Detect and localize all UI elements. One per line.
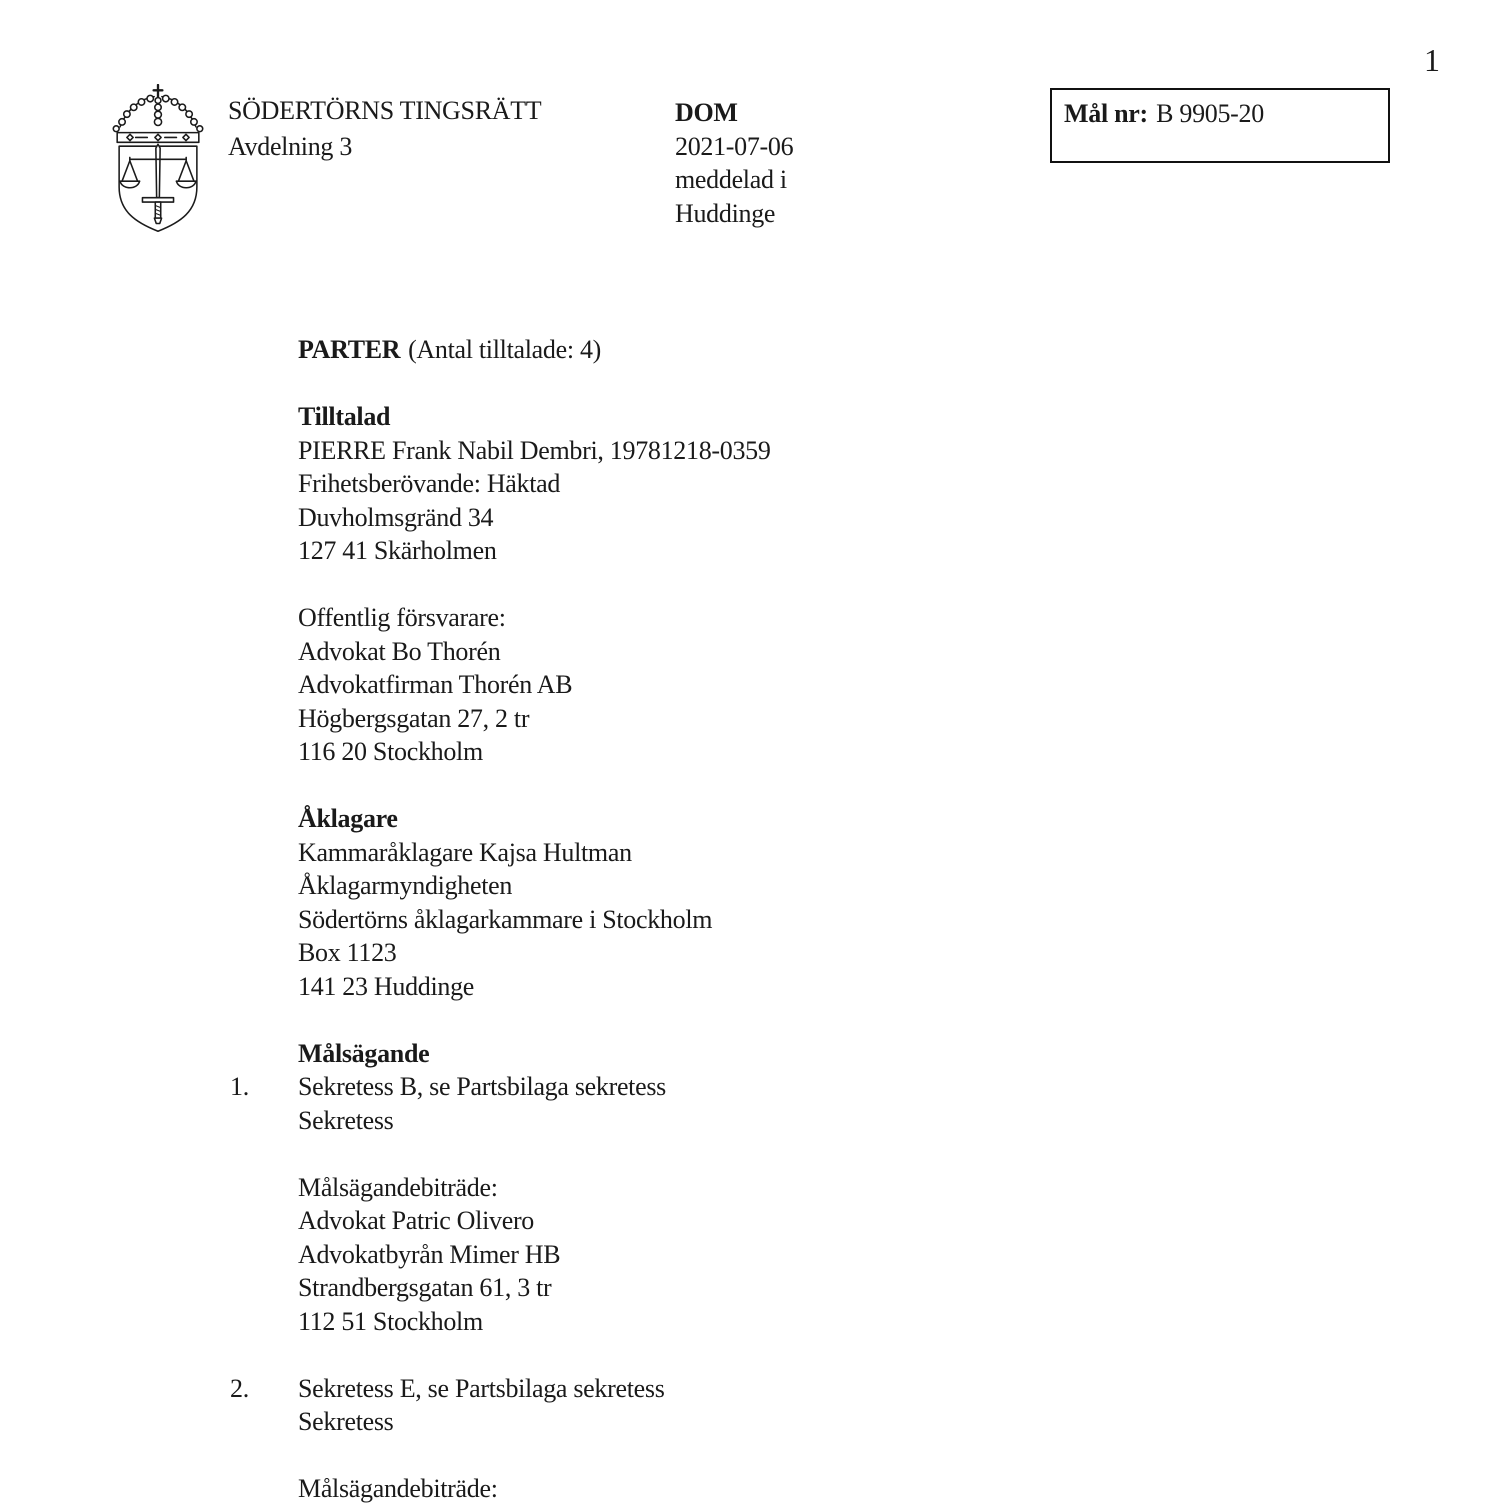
plaintiff-item-1: [230, 1070, 1158, 1338]
court-name: SÖDERTÖRNS TINGSRÄTT: [228, 96, 542, 125]
page-number: 1: [1424, 42, 1440, 78]
defense-counsel-postal-line: 116 20 Stockholm: [298, 737, 483, 766]
plaintiff-secrecy-line: Sekretess: [298, 1407, 394, 1436]
defense-counsel-label-line: Offentlig försvarare:: [298, 603, 506, 632]
defense-counsel-street-line: Högbergsgatan 27, 2 tr: [298, 703, 530, 733]
court-header: [228, 93, 541, 165]
plaintiff-counsel-firm-line: Advokatbyrån Mimer HB: [298, 1239, 561, 1269]
plaintiff-identity-line: Sekretess E, se Partsbilaga sekretess: [298, 1373, 665, 1403]
plaintiff-counsel-name-line: Advokat Patric Olivero: [298, 1206, 535, 1235]
case-number-box: [1050, 88, 1390, 163]
parter-heading: PARTER: [298, 335, 401, 364]
court-division: Avdelning 3: [228, 132, 353, 161]
parter-defendant-count: (Antal tilltalade: 4): [408, 335, 602, 364]
prosecutor-authority-line: Åklagarmyndigheten: [298, 871, 513, 900]
plaintiff-item-2: [230, 1372, 1158, 1506]
prosecutor-chamber-line: Södertörns åklagarkammare i Stockholm: [298, 904, 713, 934]
defense-counsel-section: [298, 601, 1158, 769]
list-item-number: 2.: [230, 1373, 249, 1403]
document-type: DOM: [675, 98, 738, 127]
document-body: [230, 333, 1158, 1506]
custody-status-line: Frihetsberövande: Häktad: [298, 469, 561, 498]
case-number-value: B 9905-20: [1156, 99, 1264, 128]
prosecutor-postal-line: 141 23 Huddinge: [298, 971, 475, 1001]
plaintiff-counsel-label-line: Målsägandebiträde:: [298, 1474, 498, 1503]
judgment-date: 2021-07-06: [675, 131, 794, 161]
defendant-name-line: PIERRE Frank Nabil Dembri, 19781218-0359: [298, 435, 771, 465]
parter-heading-line: [298, 333, 1158, 367]
prosecutor-box-line: Box 1123: [298, 938, 397, 967]
list-item-number: 1.: [230, 1072, 249, 1101]
prosecutor-heading: Åklagare: [298, 804, 398, 833]
defendant-street-line: Duvholmsgränd 34: [298, 502, 494, 532]
defendant-section: [298, 400, 1158, 568]
prosecutor-section: [298, 802, 1158, 1003]
plaintiff-heading: Målsägande: [298, 1038, 430, 1068]
judgment-header: [675, 96, 793, 230]
defense-counsel-firm-line: Advokatfirman Thorén AB: [298, 670, 573, 699]
defendant-postal-line: 127 41 Skärholmen: [298, 536, 497, 565]
plaintiff-secrecy-line: Sekretess: [298, 1105, 394, 1135]
issued-in-label: meddelad i: [675, 165, 787, 194]
defendant-heading: Tilltalad: [298, 402, 391, 431]
plaintiff-counsel-postal-line: 112 51 Stockholm: [298, 1306, 483, 1336]
issued-in-place: Huddinge: [675, 198, 776, 228]
plaintiff-counsel-label-line: Målsägandebiträde:: [298, 1172, 498, 1202]
plaintiff-identity-line: Sekretess B, se Partsbilaga sekretess: [298, 1072, 666, 1101]
plaintiff-counsel-street-line: Strandbergsgatan 61, 3 tr: [298, 1273, 552, 1302]
court-coat-of-arms-icon: [108, 84, 208, 257]
prosecutor-name-line: Kammaråklagare Kajsa Hultman: [298, 837, 632, 867]
defense-counsel-name-line: Advokat Bo Thorén: [298, 636, 501, 666]
case-number-label: Mål nr:: [1064, 99, 1148, 128]
